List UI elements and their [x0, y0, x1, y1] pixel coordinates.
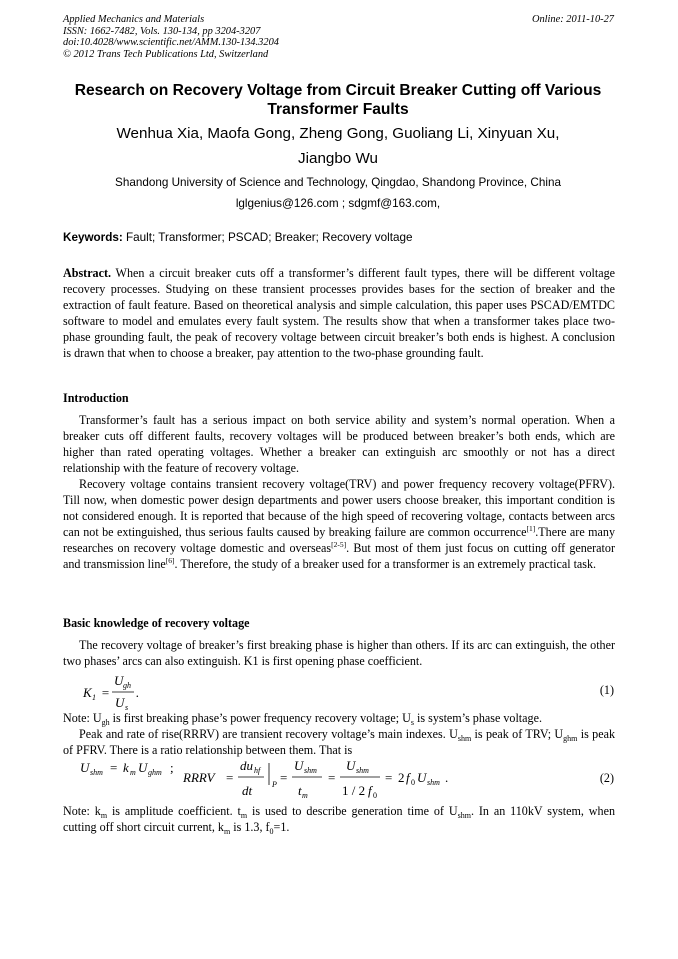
- author-emails[interactable]: lglgenius@126.com ; sdgmf@163.com,: [235, 197, 441, 210]
- note-2-text-a: Note: k: [63, 804, 101, 818]
- issn-line: ISSN: 1662-7482, Vols. 130-134, pp 3204-3207: [63, 25, 261, 37]
- svg-text:m: m: [302, 791, 308, 800]
- citation-6[interactable]: [6]: [165, 556, 175, 566]
- basic-paragraph-2: [63, 726, 615, 758]
- abstract-text: When a circuit breaker cuts off a transformer’s different fault types, there will be different voltage recovery processes. Studying on these transient processes provides bases for the section of breaker and the extraction of fault feature. Based on theoretical analysis and simple calculation, this paper uses PSCAD/EMTDC software to model and emulates every fault system. The results show that when a transformer takes place two-phase grounding fault, the peak of recovery voltage between circuit breaker’s both ends is highest. A conclusion is drawn that when to choose a breaker, pay attention to the two-phase grounding fault.: [63, 266, 615, 361]
- svg-text:U: U: [417, 770, 427, 785]
- intro-p2-text-b: .There are many researches on recovery voltage domestic and overseas: [63, 525, 616, 556]
- paper-title: Research on Recovery Voltage from Circuit Breaker Cutting off Various Transformer Faults: [74, 82, 602, 118]
- online-date: Online: 2011-10-27: [531, 14, 614, 25]
- svg-text:K: K: [83, 685, 92, 700]
- svg-text:=: =: [101, 685, 110, 700]
- svg-text:1 / 2: 1 / 2: [342, 783, 366, 798]
- note-2-sub-4: m: [223, 827, 231, 837]
- author-line-1: Wenhua Xia, Maofa Gong, Zheng Gong, Guoliang Li, Xinyuan Xu,: [116, 125, 560, 142]
- svg-text:U: U: [346, 758, 356, 773]
- note-1-text-a: Note: U: [63, 711, 102, 725]
- svg-text:=: =: [226, 770, 234, 785]
- svg-text:f: f: [368, 783, 372, 798]
- svg-text:2: 2: [398, 770, 405, 785]
- svg-text:=: =: [385, 770, 393, 785]
- citation-2-5[interactable]: [2-5]: [331, 540, 347, 550]
- basic-p2-text-b: is peak of TRV; U: [471, 727, 564, 741]
- affiliation: Shandong University of Science and Technology, Qingdao, Shandong Province, China: [115, 176, 561, 189]
- note-2-text-e: is 1.3, f: [230, 820, 270, 835]
- note-1: [63, 710, 615, 726]
- note-2-sub-1: m: [100, 811, 108, 820]
- svg-text:=: =: [280, 770, 288, 785]
- svg-text:U: U: [115, 695, 125, 710]
- note-2-text-f: =1.: [273, 820, 290, 835]
- journal-header: [63, 14, 483, 60]
- svg-text:U: U: [294, 758, 304, 773]
- basic-p2-sub-2: ghm: [563, 734, 578, 743]
- note-2-sub-5: 0: [269, 827, 274, 837]
- basic-p2-sub-1: shm: [457, 734, 472, 743]
- abstract-label: Abstract.: [63, 266, 112, 280]
- note-2-text-b: is amplitude coefficient. t: [107, 804, 241, 818]
- svg-text:1: 1: [92, 693, 96, 702]
- note-2-sub-3: shm: [457, 811, 471, 820]
- keywords: [63, 230, 615, 246]
- svg-text:U: U: [114, 673, 124, 688]
- equation-2: [80, 757, 560, 801]
- intro-paragraph-2: [63, 476, 615, 573]
- note-1-sub-1: gh: [101, 718, 110, 727]
- intro-paragraph-1: Transformer’s fault has a serious impact on both service ability and system’s normal operation. When a breaker cuts off different faults, recovery voltages will be produced between breaker’s both ends, which are higher than rated operating voltages. Whether a breaker can extinguish arc smoothly or not has a direct relationship with the feature of recovery voltage.: [63, 413, 615, 476]
- equation-1-number: (1): [599, 683, 614, 697]
- svg-text:f: f: [406, 770, 410, 785]
- svg-text:t: t: [298, 783, 302, 798]
- intro-p2-text-a: Recovery voltage contains transient recovery voltage(TRV) and power frequency recovery voltage(PFRV). Till now, when domestic power design departments and power users choose breaker, this important condition is not considered enough. It is reported that because of the high speed of recovering voltage, contacts between arcs can not be extinguished, thus serious faults caused by breaking failure are common occurrence: [63, 477, 615, 540]
- note-2-sub-2: m: [240, 811, 248, 820]
- keywords-text: Fault; Transformer; PSCAD; Breaker; Recovery voltage: [122, 231, 413, 244]
- note-1-text-c: is system’s phase voltage.: [414, 711, 542, 725]
- note-1-sub-2: s: [410, 718, 414, 727]
- author-list: [60, 122, 616, 171]
- note-2-text-d: . In an 110kV system, when cutting off short circuit current, k: [63, 804, 615, 835]
- citation-1[interactable]: [1]: [526, 524, 536, 534]
- keywords-label: Keywords:: [63, 231, 123, 244]
- intro-p2-text-d: . Therefore, the study of a breaker used for a transformer is an extremely practical task.: [174, 557, 597, 572]
- svg-text:;: ;: [170, 760, 174, 775]
- svg-text:=: =: [110, 760, 118, 775]
- svg-text:du: du: [240, 758, 253, 773]
- section-heading-introduction: Introduction: [63, 391, 129, 405]
- svg-text:gh: gh: [123, 681, 131, 690]
- abstract: [63, 265, 615, 362]
- svg-text:RRRV: RRRV: [183, 770, 215, 785]
- equation-1: [80, 672, 280, 712]
- svg-text:shm: shm: [427, 778, 440, 787]
- equation-2-graphic: [80, 757, 560, 801]
- note-2: [63, 803, 615, 835]
- svg-text:P: P: [272, 780, 277, 789]
- equation-1-graphic: [80, 672, 280, 712]
- svg-text:0: 0: [373, 791, 377, 800]
- basic-p2-text-a: Peak and rate of rise(RRRV) are transient recovery voltage’s main indexes. U: [79, 727, 458, 741]
- svg-text:hf: hf: [254, 766, 261, 775]
- svg-text:.: .: [445, 770, 449, 785]
- svg-text:.: .: [136, 685, 140, 700]
- svg-text:m: m: [130, 768, 136, 777]
- svg-text:dt: dt: [242, 783, 253, 798]
- svg-text:k: k: [123, 760, 129, 775]
- svg-text:shm: shm: [304, 766, 317, 775]
- svg-text:ghm: ghm: [148, 768, 162, 777]
- note-2-text-c: is used to describe generation time of U: [247, 804, 458, 818]
- section-heading-basic-knowledge: Basic knowledge of recovery voltage: [63, 616, 250, 630]
- svg-text:shm: shm: [90, 768, 103, 777]
- equation-2-number: (2): [599, 771, 614, 785]
- svg-text:0: 0: [411, 778, 415, 787]
- svg-text:U: U: [138, 760, 148, 775]
- svg-text:shm: shm: [356, 766, 369, 775]
- basic-p2-text-c: is peak of PFRV. There is a ratio relationship between them. That is: [63, 727, 616, 758]
- basic-paragraph-1: The recovery voltage of breaker’s first breaking phase is higher than others. If its arc can extinguish, the other two phases’ arcs can also extinguish. K1 is first opening phase coefficient.: [63, 638, 615, 669]
- doi-line[interactable]: doi:10.4028/www.scientific.net/AMM.130-134.3204: [63, 37, 279, 49]
- author-line-2: Jiangbo Wu: [298, 149, 378, 167]
- svg-text:=: =: [328, 770, 336, 785]
- svg-text:s: s: [125, 703, 129, 712]
- copyright-line: © 2012 Trans Tech Publications Ltd, Switzerland: [63, 48, 269, 60]
- note-1-text-b: is first breaking phase’s power frequency recovery voltage; U: [109, 711, 411, 725]
- intro-p2-text-c: . But most of them just focus on cutting off generator and transmission line: [63, 541, 615, 572]
- journal-name: Applied Mechanics and Materials: [63, 14, 205, 25]
- svg-text:U: U: [80, 760, 90, 775]
